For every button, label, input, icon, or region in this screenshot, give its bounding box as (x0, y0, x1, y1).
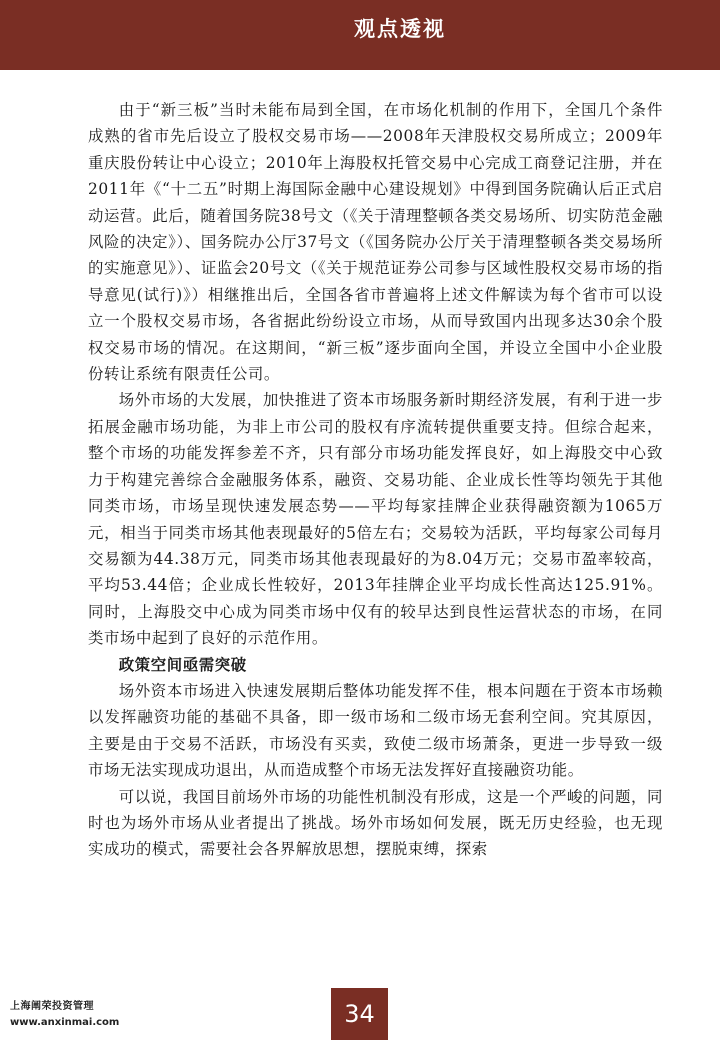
paragraph-3: 场外资本市场进入快速发展期后整体功能发挥不佳，根本问题在于资本市场赖以发挥融资功能的基础不具备，即一级市场和二级市场无套利空间。究其原因，主要是由于交易不活跃，市场没有买卖，致使二级市场萧条，更进一步导致一级市场无法实现成功退出，从而造成整个市场无法发挥好直接融资功能。 (88, 681, 663, 780)
paragraph-4: 可以说，我国目前场外市场的功能性机制没有形成，这是一个严峻的问题，同时也为场外市场从业者提出了挑战。场外市场如何发展，既无历史经验，也无现实成功的模式，需要社会各界解放思想，摆脱束缚，探索 (88, 787, 663, 859)
subheading: 政策空间亟需突破 (118, 655, 247, 674)
page-number-box (331, 988, 388, 1040)
paragraph-2: 场外市场的大发展，加快推进了资本市场服务新时期经济发展，有利于进一步拓展金融市场功能，为非上市公司的股权有序流转提供重要支持。但综合起来，整个市场的功能发挥参差不齐，只有部分市场功能发挥良好，如上海股交中心致力于构建完善综合金融服务体系，融资、交易功能、企业成长性等均领先于其他同类市场，市场呈现快速发展态势——平均每家挂牌企业获得融资额为1065万元，相当于同类市场其他表现最好的5倍左右；交易较为活跃，平均每家公司每月交易额为44.38万元，同类市场其他表现最好的为8.04万元；交易市盈率较高，平均53.44倍；企业成长性较好，2013年挂牌企业平均成长性高达125.91%。同时，上海股交中心成为同类市场中仅有的较早达到良性运营状态的市场，在同类市场中起到了良好的示范作用。 (88, 391, 663, 648)
section-title: 观点透视 (354, 17, 446, 41)
footer-url: www.anxinmai.com (10, 1017, 120, 1028)
header-bar (0, 0, 720, 70)
paragraph-1: 由于“新三板”当时未能布局到全国，在市场化机制的作用下，全国几个条件成熟的省市先后设立了股权交易市场——2008年天津股权交易所成立；2009年重庆股份转让中心设立；2010年上海股权托管交易中心完成工商登记注册，并在2011年《“十二五”时期上海国际金融中心建设规划》中得到国务院确认后正式启动运营。此后，随着国务院38号文（《关于清理整顿各类交易场所、切实防范金融风险的决定》）、国务院办公厅37号文（《国务院办公厅关于清理整顿各类交易场所的实施意见》）、证监会20号文（《关于规范证券公司参与区域性股权交易市场的指导意见(试行)》）相继推出后，全国各省市普遍将上述文件解读为每个省市可以设立一个股权交易市场，各省据此纷纷设立市场，从而导致国内出现多达30余个股权交易市场的情况。在这期间，“新三板”逐步面向全国，并设立全国中小企业股份转让系统有限责任公司。 (88, 101, 663, 384)
article-body (88, 97, 663, 863)
footer-brand: 上海阐荣投资管理 (10, 1001, 94, 1012)
page-number: 34 (344, 1000, 375, 1028)
